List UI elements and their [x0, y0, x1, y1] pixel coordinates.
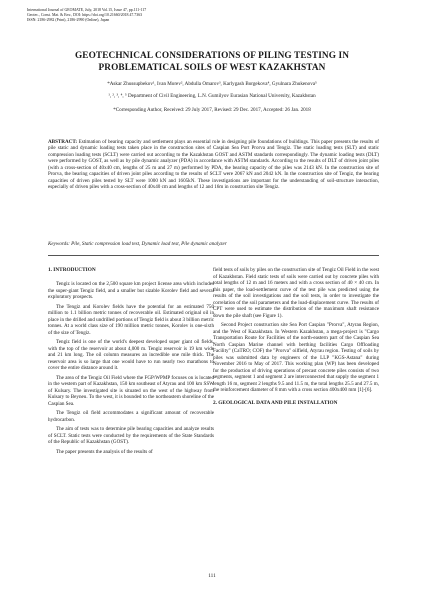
- author-list: *Askar Zhussupbekov¹, Ivan Morev², Abdulla Omarov³, Karlygash Borgekova⁴, Gyulnara Zhukenova⁵: [107, 81, 317, 87]
- section-heading-introduction: 1. INTRODUCTION: [48, 267, 96, 273]
- affiliation: ¹, ², ³, ⁴, ⁵ Department of Civil Engineering, L.N. Gumilyov Eurasian National University, Kazakhstan: [108, 93, 316, 99]
- page-number: 111: [208, 573, 216, 579]
- corresponding-author-note: *Corresponding Author, Received: 29 July 2017, Revised: 29 Dec. 2017, Accepted: 26 Jan. 2018: [113, 107, 311, 113]
- keywords: Keywords: Pile, Static compression load test, Dynamic load test, Pile dynamic analyzer: [48, 241, 227, 247]
- paragraph: The area of the Tengiz Oil Field where the FGP/WPMP focuses on is located in the western part of Kazakhstan, 150 km southeast of Atyrau and 100 km SSW of Kulsary. The investigated site is situated on the west of the highway from Kulsary to Beyneu. To the west, it is bounded to the northeastern shoreline of the Caspian Sea.: [48, 374, 214, 407]
- paragraph: Tengiz field is one of the world's deepest developed super giant oil fields, with the top of the reservoir at about 4,000 m. Tengiz reservoir is 19 km wide and 21 km long. The oil column measures an incredible one mile thick. The reservoir area is so large that one would have to run nearly two marathons to cover the entire distance around it.: [48, 339, 214, 371]
- abstract-label: ABSTRACT:: [48, 139, 78, 145]
- paragraph: Second Project construction site Sea Port Caspian "Prorva", Atyrau Region, and the West of Kazakhstan. In Western Kazakhstan, a mega-project is "Cargo Transportation Route for Facilities of the north-eastern part of the Caspian Sea North Caspian Marine channel with berthing facilities Cargo Offloading Facility" (CaTRO; COF) the "Prorva" oilfield, Atyrau region. Testing of soils by piles was submitted data by engineers of the LLP "KGS-Astana" during November 2016 to May of 2017. This working plan (WP) has been developed for the production of driving operations of precast concrete piles consists of two segments, segment 1 and segment 2 are interconnected that supply the segment 1 length 16 m, segment 2 lengths 9.5 and 11.5 m, the total lengths 25.5 and 27.5 m, the reinforcement diameter of 8 mm with a cross section 400x400 mm [1]-[6].: [213, 322, 379, 393]
- left-column: [48, 267, 214, 458]
- journal-line-1: International Journal of GEOMATE, July, 2018 Vol.15, Issue 47, pp.111-117: [27, 8, 147, 12]
- paragraph: The Tengiz oil field accommodates a significant amount of recoverable hydrocarbon.: [48, 410, 214, 423]
- section-heading-geological-data: 2. GEOLOGICAL DATA AND PILE INSTALLATION: [213, 399, 338, 406]
- paragraph: The aim of tests was to determine pile bearing capacities and analyze results of SCLT. Static tests were conducted by the requirements of the State Standards of the Republic of Kazakhstan (GOST).: [48, 426, 214, 445]
- section-divider: [48, 255, 379, 256]
- title-line-2: PROBLEMATICAL SOILS OF WEST KAZAKHSTAN: [98, 63, 326, 73]
- paragraph: The Tengiz and Korolev fields have the potential for an estimated 750 million to 1.1 billion metric tonnes of recoverable oil. Estimated original oil in place in the drilled and undrilled portions of Tengiz field is about 3 billion metric tonnes. At a world class size of 190 million metric tonnes, Korolev is one-sixth of the size of Tengiz.: [48, 303, 214, 336]
- title-line-1: GEOTECHNICAL CONSIDERATIONS OF PILING TESTING IN: [74, 51, 350, 61]
- paper-title: [20, 50, 404, 74]
- right-column: [213, 267, 379, 414]
- journal-header: [27, 8, 407, 23]
- journal-line-3: ISSN: 2186-2982 (Print), 2186-2990 (Online), Japan: [27, 18, 110, 22]
- paragraph: Tengiz is located on the 2,500 square km project license area which includes the super-giant Tengiz field, and a smaller but sizable Korolev field and several exploratory prospects.: [48, 281, 214, 300]
- abstract: [48, 139, 379, 191]
- paragraph: The paper presents the analysis of the results of: [56, 448, 153, 455]
- abstract-text: Estimation of bearing capacity and settlement plays an essential role in designing pile foundations of buildings. This paper presents the results of pile static and dynamic loading tests taken place in the construction sites of Caspian Sea Port Prorva and Tengiz. The static loading tests (SLT) and static compression loading tests (SCLT) were carried out according to the Kazakhstan GOST and ASTM standards correspondingly. The dynamic loading tests (DLT) were performed by GOST, as well as by pile dynamic analyzer (PDA) in accordance with ASTM standards. According to the results of DLT of driven joint piles (with a cross-section of 40x40 cm, lengths of 25 m and 27 m) performed by PDA, the bearing capacity of the piles was 2143 kN. In the construction site of Prorva, the bearing capacities of driven joint piles according to the results of SCLT were 2067 kN and 2042 kN. In the construction site of Tengiz, the bearing capacities of driven piles tested by SLT were 1000 kN and 1605kN. These investigations are important for the understanding of soil-structure interaction, especially of driven piles with a cross-section of 40x40 cm and lengths of 12 and 16m in construction site Tengiz.: [48, 139, 380, 191]
- journal-line-2: Geotec., Const. Mat. & Env., DOI: https://doi.org/10.21660/2018.47.7363: [27, 13, 143, 17]
- paragraph: field tests of soils by piles on the construction site of Tengiz Oil Field in the west of Kazakhstan. Field static tests of soils were carried out by concrete piles with total lengths of 12 m and 16 meters and with a cross section of 40 × 40 cm. In this paper, the load-settlement curve of the test pile was predicted using the results of the soil investigations and the soil tests, in order to investigate the correlation of the soil parameters and the load-displacement curve. The results of CPT were used to estimate the distribution of the maximum shaft resistance down the pile shaft (see Figure 1).: [213, 267, 379, 319]
